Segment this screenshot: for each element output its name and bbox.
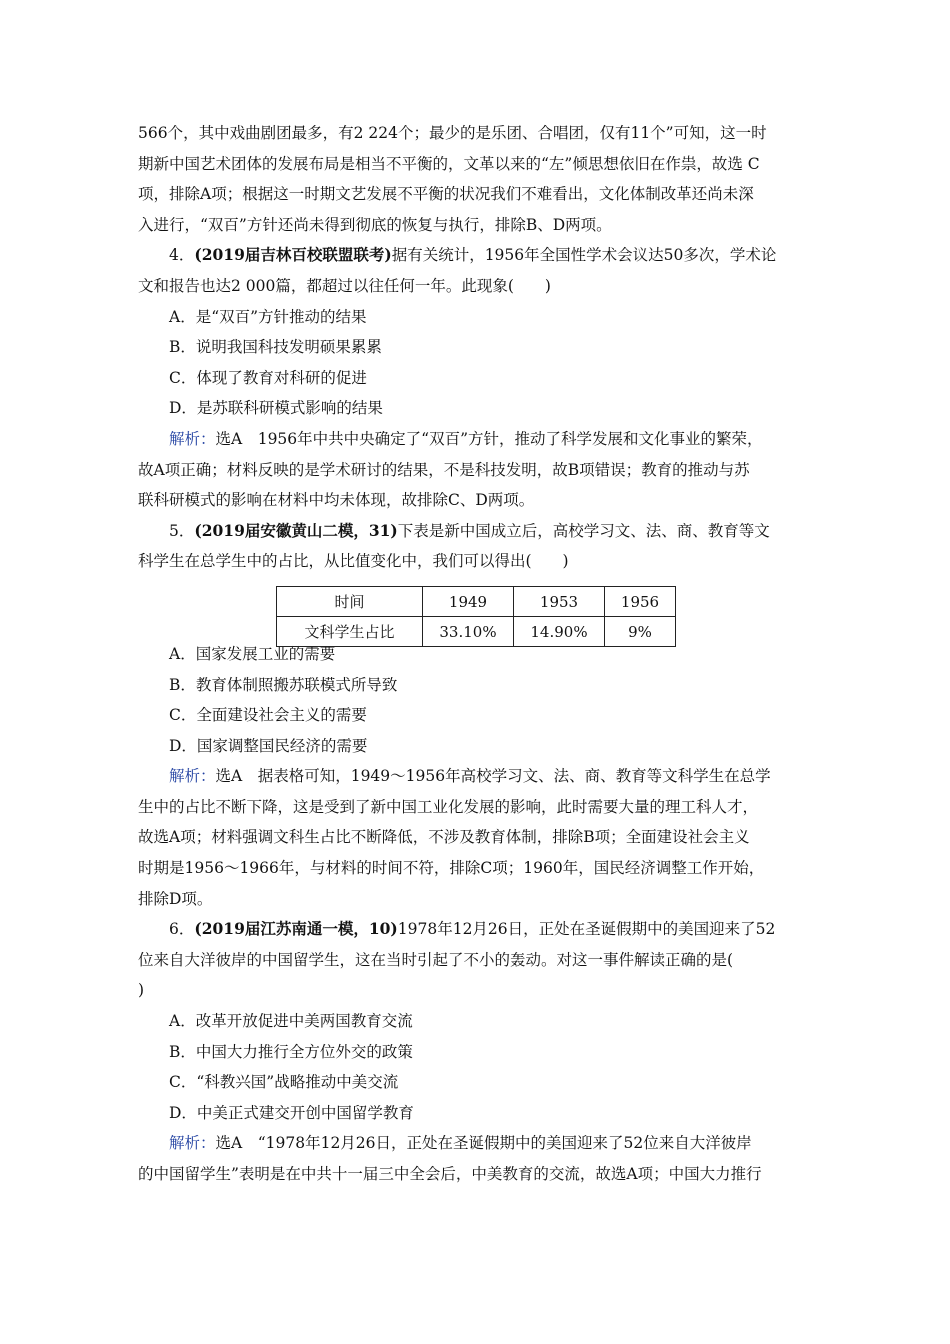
analysis-line: 排除D项。 (138, 889, 213, 908)
question-text: 下表是新中国成立后，高校学习文、法、商、教育等文 (397, 521, 770, 540)
analysis-line: 故选A项；材料强调文科生占比不断降低，不涉及教育体制，排除B项；全面建设社会主义 (138, 828, 750, 847)
table-cell: 1949 (423, 587, 514, 617)
question-number: 4． (169, 246, 195, 265)
table-cell: 33.10% (423, 617, 514, 647)
question-text-line: 文和报告也达2 000篇，都超过以往任何一年。此现象( ) (138, 276, 551, 295)
data-table (276, 586, 676, 647)
question-source: (2019届吉林百校联盟联考) (194, 245, 392, 265)
question-text-line: 位来自大洋彼岸的中国留学生，这在当时引起了不小的轰动。对这一事件解读正确的是( (138, 950, 734, 969)
question-source: (2019届江苏南通一模，10) (194, 919, 398, 939)
option-c: C．“科教兴国”战略推动中美交流 (169, 1073, 399, 1092)
question-text: 1978年12月26日，正处在圣诞假期中的美国迎来了52 (397, 920, 776, 939)
paragraph-line: 566个，其中戏曲剧团最多，有2 224个；最少的是乐团、合唱团，仅有11个”可知，这一时 (138, 124, 767, 142)
analysis-text: 选A “1978年12月26日，正处在圣诞假期中的美国迎来了52位来自大洋彼岸 (215, 1134, 752, 1153)
question-6-stem (138, 914, 814, 945)
question-number: 5． (169, 521, 195, 540)
option-d: D．是苏联科研模式影响的结果 (169, 399, 383, 418)
option-c: C．全面建设社会主义的需要 (169, 706, 367, 725)
question-text-line: 科学生在总学生中的占比，从比值变化中，我们可以得出( ) (138, 552, 569, 571)
question-text: 据有关统计，1956年全国性学术会议达50多次，学术论 (391, 246, 777, 265)
option-c: C．体现了教育对科研的促进 (169, 368, 367, 387)
table-cell: 文科学生占比 (277, 617, 423, 647)
option-a: A．改革开放促进中美两国教育交流 (169, 1012, 413, 1031)
table-cell: 时间 (277, 587, 423, 617)
analysis-line: 生中的占比不断下降，这是受到了新中国工业化发展的影响，此时需要大量的理工科人才， (138, 797, 759, 816)
table-cell: 14.90% (514, 617, 605, 647)
analysis-line: 故A项正确；材料反映的是学术研讨的结果，不是科技发明，故B项错误；教育的推动与苏 (138, 460, 750, 479)
analysis-line (138, 1128, 814, 1159)
analysis-line (138, 424, 814, 455)
option-d: D．国家调整国民经济的需要 (169, 736, 368, 755)
analysis-line: 的中国留学生”表明是在中共十一届三中全会后，中美教育的交流，故选A项；中国大力推行 (138, 1165, 762, 1183)
question-4-stem (138, 240, 814, 271)
analysis-line: 联科研模式的影响在材料中均未体现，故排除C、D两项。 (138, 491, 535, 510)
analysis-label: 解析： (169, 1134, 216, 1153)
table-cell: 1956 (605, 587, 676, 617)
paragraph-line: 入进行，“双百”方针还尚未得到彻底的恢复与执行，排除B、D两项。 (138, 215, 612, 234)
option-b: B．中国大力推行全方位外交的政策 (169, 1042, 413, 1061)
table-cell: 9% (605, 617, 676, 647)
analysis-line (138, 761, 814, 792)
document-body (138, 118, 814, 1190)
option-a: A．国家发展工业的需要 (169, 644, 336, 663)
paragraph-line: 期新中国艺术团体的发展布局是相当不平衡的，文革以来的“左”倾思想依旧在作祟，故选 C (138, 154, 760, 173)
table-row (277, 617, 676, 647)
table-cell: 1953 (514, 587, 605, 617)
option-a: A．是“双百”方针推动的结果 (169, 307, 367, 326)
question-5-stem (138, 516, 814, 547)
analysis-text: 选A 据表格可知，1949～1956年高校学习文、法、商、教育等文科学生在总学 (215, 767, 771, 786)
option-b: B．说明我国科技发明硕果累累 (169, 338, 382, 357)
question-number: 6． (169, 920, 195, 939)
question-source: (2019届安徽黄山二模，31) (194, 520, 398, 540)
analysis-text: 选A 1956年中共中央确定了“双百”方针，推动了科学发展和文化事业的繁荣， (215, 429, 763, 448)
analysis-line: 时期是1956～1966年，与材料的时间不符，排除C项；1960年，国民经济调整工作开始， (138, 859, 765, 878)
table-row (277, 587, 676, 617)
option-b: B．教育体制照搬苏联模式所导致 (169, 675, 398, 694)
option-d: D．中美正式建交开创中国留学教育 (169, 1103, 414, 1122)
paragraph-line: 项，排除A项；根据这一时期文艺发展不平衡的状况我们不难看出，文化体制改革还尚未深 (138, 185, 754, 204)
analysis-label: 解析： (169, 429, 216, 448)
analysis-label: 解析： (169, 767, 216, 786)
question-text-line: ) (138, 981, 145, 1000)
